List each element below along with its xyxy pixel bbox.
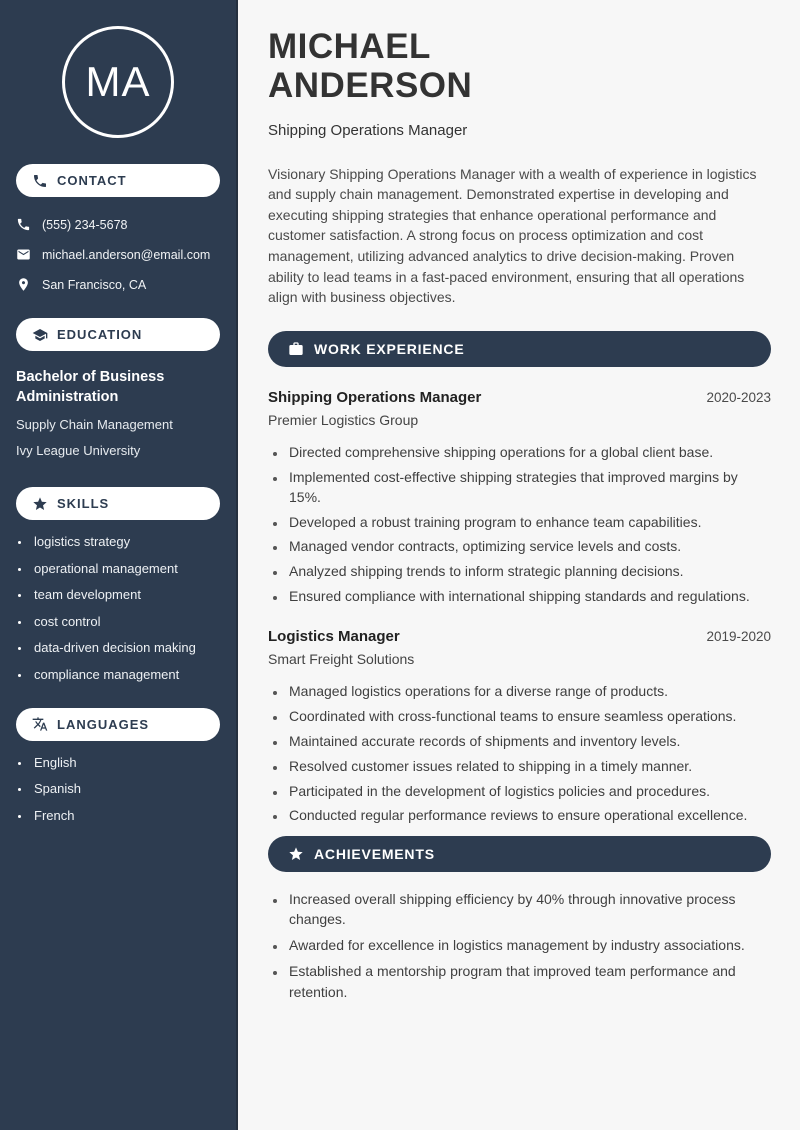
candidate-last-name: ANDERSON <box>268 65 473 105</box>
skill-item: • data-driven decision making <box>31 640 220 655</box>
skill-item: • logistics strategy <box>31 534 220 549</box>
contact-location-value: San Francisco, CA <box>42 277 147 292</box>
star-icon <box>32 496 48 512</box>
job-bullet: • Analyzed shipping trends to inform strategic planning decisions. <box>287 561 771 581</box>
skills-section-title: SKILLS <box>57 496 110 512</box>
language-item: • English <box>31 755 220 770</box>
work-experience-section-header <box>268 331 771 367</box>
job-entry <box>268 389 771 607</box>
education-school: Ivy League University <box>16 443 141 459</box>
job-company: Premier Logistics Group <box>268 411 419 428</box>
skill-item: • team development <box>31 587 220 602</box>
job-dates: 2019-2020 <box>706 629 771 645</box>
avatar <box>62 26 174 138</box>
main-content <box>238 0 800 1130</box>
languages-section-title: LANGUAGES <box>57 716 150 732</box>
achievement-bullet: • Established a mentorship program that improved team performance and retention. <box>287 961 771 1002</box>
job-bullet: • Managed vendor contracts, optimizing service levels and costs. <box>287 536 771 556</box>
graduation-cap-icon <box>32 327 48 343</box>
language-item: • French <box>31 808 220 823</box>
contact-phone <box>16 217 220 232</box>
work-experience-section-title: WORK EXPERIENCE <box>314 340 465 357</box>
sidebar <box>0 0 238 1130</box>
candidate-first-name: MICHAEL <box>268 27 431 66</box>
achievements-list <box>268 889 771 1002</box>
job-header <box>268 628 771 645</box>
job-bullet: • Managed logistics operations for a diverse range of products. <box>287 681 771 701</box>
skill-item: • operational management <box>31 561 220 576</box>
candidate-name <box>268 28 771 106</box>
skill-item: • cost control <box>31 614 220 629</box>
contact-list <box>16 217 220 292</box>
skills-section-header <box>16 487 220 520</box>
education-field: Supply Chain Management <box>16 416 173 432</box>
avatar-initials: MA <box>85 58 151 105</box>
contact-phone-value: (555) 234-5678 <box>42 217 128 232</box>
job-dates: 2020-2023 <box>706 389 771 405</box>
job-entry <box>268 628 771 825</box>
job-bullet: • Coordinated with cross-functional teams to ensure seamless operations. <box>287 706 771 726</box>
achievement-bullet: • Awarded for excellence in logistics management by industry associations. <box>287 935 771 955</box>
job-company: Smart Freight Solutions <box>268 651 415 668</box>
education-section-header <box>16 318 220 351</box>
education-section-title: EDUCATION <box>57 327 143 342</box>
job-bullet: • Participated in the development of logistics policies and procedures. <box>287 781 771 801</box>
email-icon <box>16 247 31 262</box>
job-bullet-list <box>268 681 771 825</box>
job-bullet: • Resolved customer issues related to shipping in a timely manner. <box>287 756 771 776</box>
job-title: Shipping Operations Manager <box>268 388 482 406</box>
job-bullet-list <box>268 442 771 607</box>
language-item: • Spanish <box>31 781 220 796</box>
achievement-bullet: • Increased overall shipping efficiency by 40% through innovative process changes. <box>287 889 771 930</box>
job-bullet: • Conducted regular performance reviews to ensure operational excellence. <box>287 805 771 825</box>
languages-list <box>16 755 220 823</box>
job-bullet: • Ensured compliance with international shipping standards and regulations. <box>287 586 771 606</box>
job-header <box>268 389 771 406</box>
contact-location <box>16 277 220 292</box>
education-degree: Bachelor of Business Administration <box>16 369 165 406</box>
contact-email <box>16 247 220 262</box>
location-icon <box>16 277 31 292</box>
job-bullet: • Implemented cost-effective shipping strategies that improved margins by 15%. <box>287 467 771 508</box>
job-bullet: • Directed comprehensive shipping operations for a global client base. <box>287 442 771 462</box>
contact-section-header <box>16 164 220 197</box>
achievements-section-title: ACHIEVEMENTS <box>314 845 435 862</box>
job-title: Logistics Manager <box>268 628 400 646</box>
achievements-section-header <box>268 836 771 872</box>
star-icon <box>288 846 304 862</box>
skill-item: • compliance management <box>31 667 220 682</box>
job-bullet: • Developed a robust training program to enhance team capabilities. <box>287 512 771 532</box>
summary-paragraph: Visionary Shipping Operations Manager with a wealth of experience in logistics and supply chain management. Demonstrated expertise in developing and executing shipping strategies that enhance operational performance and customer satisfaction. A strong focus on process optimization and cost management, utilizing advanced analytics to drive decision-making. Proven ability to lead teams in a fast-paced environment, ensuring that all operations align with business objectives. <box>268 165 757 306</box>
skills-list <box>16 534 220 682</box>
candidate-job-title: Shipping Operations Manager <box>268 121 468 139</box>
job-bullet: • Maintained accurate records of shipments and inventory levels. <box>287 731 771 751</box>
contact-email-value: michael.anderson@email.com <box>42 247 211 262</box>
translate-icon <box>32 716 48 732</box>
phone-icon <box>32 173 48 189</box>
briefcase-icon <box>288 341 304 357</box>
phone-icon <box>16 217 31 232</box>
contact-section-title: CONTACT <box>57 173 127 188</box>
education-entry <box>16 367 220 461</box>
languages-section-header <box>16 708 220 741</box>
